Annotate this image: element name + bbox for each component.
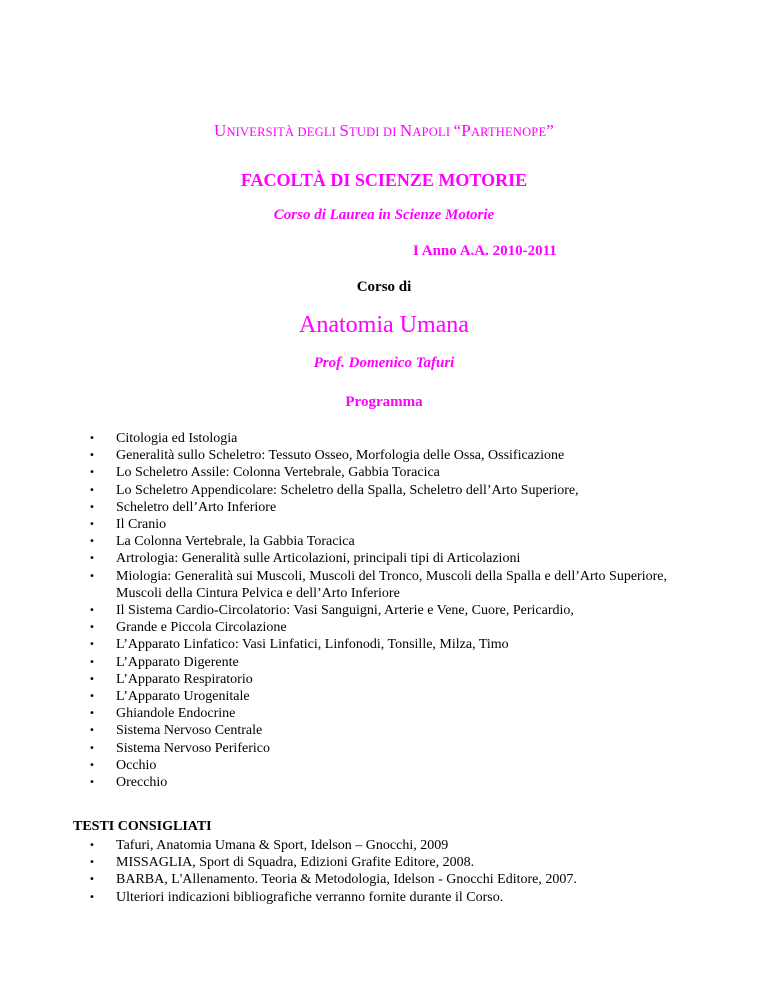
list-item: [89, 889, 676, 906]
list-item: [89, 568, 676, 602]
bullet-icon: •: [89, 891, 95, 903]
list-item: [89, 688, 676, 705]
bullet-icon: •: [89, 467, 95, 479]
bullet-icon: •: [89, 725, 95, 737]
testi-title: TESTI CONSIGLIATI: [73, 819, 212, 834]
list-item-text: Miologia: Generalità sui Muscoli, Muscoli del Tronco, Muscoli della Spalla e dell’Arto Superiore, Muscoli della Cintura Pelvica e dell’Arto Inferiore: [116, 568, 667, 601]
bullet-icon: •: [89, 857, 95, 869]
list-item-text: La Colonna Vertebrale, la Gabbia Toracica: [116, 534, 355, 550]
university-name-part: NIVERSITÀ DEGLI: [226, 125, 340, 139]
bullet-icon: •: [89, 501, 95, 513]
program-title: Programma: [345, 394, 423, 410]
list-item: [89, 430, 676, 447]
list-item-text: BARBA, L'Allenamento. Teoria & Metodologia, Idelson - Gnocchi Editore, 2007.: [116, 872, 577, 888]
list-item-text: Orecchio: [116, 775, 168, 791]
university-name-part: ”: [546, 121, 555, 140]
faculty-name: FACOLTÀ DI SCIENZE MOTORIE: [240, 170, 528, 190]
list-item-text: Sistema Nervoso Centrale: [116, 723, 263, 739]
list-item-text: Scheletro dell’Arto Inferiore: [116, 499, 277, 515]
bullet-icon: •: [89, 484, 95, 496]
academic-year: I Anno A.A. 2010-2011: [413, 243, 557, 259]
bullet-icon: •: [89, 777, 95, 789]
bullet-icon: •: [89, 874, 95, 886]
degree-course: Corso di Laurea in Scienze Motorie: [273, 207, 495, 223]
list-item-text: Lo Scheletro Appendicolare: Scheletro della Spalla, Scheletro dell’Arto Superiore,: [116, 482, 579, 498]
bullet-icon: •: [89, 433, 95, 444]
bullet-icon: •: [89, 553, 95, 565]
list-item-text: L’Apparato Digerente: [116, 654, 239, 670]
university-name-part: ARTHENOPE: [470, 125, 547, 139]
list-item-text: Citologia ed Istologia: [116, 431, 238, 446]
university-name-part: U: [213, 121, 227, 140]
bullet-icon: •: [89, 673, 95, 685]
list-item-text: Grande e Piccola Circolazione: [116, 620, 287, 636]
list-item: [89, 636, 676, 653]
list-item: [89, 619, 676, 636]
university-name-part: N: [399, 121, 413, 140]
list-item-text: Ghiandole Endocrine: [116, 706, 236, 722]
list-item: [89, 774, 676, 791]
university-name-part: “P: [453, 121, 471, 140]
list-item-text: Il Sistema Cardio-Circolatorio: Vasi Sanguigni, Arterie e Vene, Cuore, Pericardio,: [116, 603, 574, 619]
course-title: Anatomia Umana: [299, 312, 469, 338]
list-item: [89, 740, 676, 757]
bullet-icon: •: [89, 605, 95, 617]
list-item-text: Artrologia: Generalità sulle Articolazioni, principali tipi di Articolazioni: [116, 551, 521, 567]
bullet-icon: •: [89, 639, 95, 651]
list-item: [89, 550, 676, 567]
list-item-text: Il Cranio: [116, 517, 167, 533]
bullet-icon: •: [89, 691, 95, 703]
list-item: [89, 854, 676, 871]
university-name-part: S: [339, 121, 349, 140]
list-item: [89, 705, 676, 722]
list-item: [89, 837, 676, 854]
university-name-part: TUDI DI: [349, 125, 400, 139]
list-item: [89, 464, 676, 481]
university-name-part: APOLI: [412, 125, 454, 139]
list-item-text: Generalità sullo Scheletro: Tessuto Osseo, Morfologia delle Ossa, Ossificazione: [116, 448, 565, 464]
list-item-text: Lo Scheletro Assile: Colonna Vertebrale, Gabbia Toracica: [116, 465, 440, 481]
bullet-icon: •: [89, 519, 95, 531]
bullet-icon: •: [89, 742, 95, 754]
list-item-text: Tafuri, Anatomia Umana & Sport, Idelson – Gnocchi, 2009: [116, 838, 449, 853]
list-item-text: Occhio: [116, 757, 157, 773]
bullet-icon: •: [89, 656, 95, 668]
list-item-text: MISSAGLIA, Sport di Squadra, Edizioni Grafite Editore, 2008.: [116, 855, 475, 871]
list-item: [89, 482, 676, 499]
list-item: [89, 533, 676, 550]
list-item-text: L’Apparato Respiratorio: [116, 671, 253, 687]
bullet-icon: •: [89, 840, 95, 851]
list-item-text: L’Apparato Urogenitale: [116, 689, 250, 705]
list-item: [89, 654, 676, 671]
program-list: [89, 430, 676, 791]
list-item-text: L’Apparato Linfatico: Vasi Linfatici, Linfonodi, Tonsille, Milza, Timo: [116, 637, 509, 653]
course-label: Corso di: [356, 279, 412, 295]
list-item: [89, 602, 676, 619]
list-item-text: Sistema Nervoso Periferico: [116, 740, 270, 756]
list-item: [89, 871, 676, 888]
university-name: [0, 121, 768, 141]
professor-name: Prof. Domenico Tafuri: [313, 355, 455, 371]
bullet-icon: •: [89, 622, 95, 634]
bullet-icon: •: [89, 450, 95, 462]
list-item: [89, 757, 676, 774]
list-item: [89, 499, 676, 516]
list-item: [89, 671, 676, 688]
bullet-icon: •: [89, 536, 95, 548]
list-item-text: Ulteriori indicazioni bibliografiche verranno fornite durante il Corso.: [116, 889, 504, 905]
bullet-icon: •: [89, 570, 95, 582]
bullet-icon: •: [89, 759, 95, 771]
list-item: [89, 722, 676, 739]
testi-list: [89, 837, 676, 906]
list-item: [89, 447, 676, 464]
list-item: [89, 516, 676, 533]
bullet-icon: •: [89, 708, 95, 720]
